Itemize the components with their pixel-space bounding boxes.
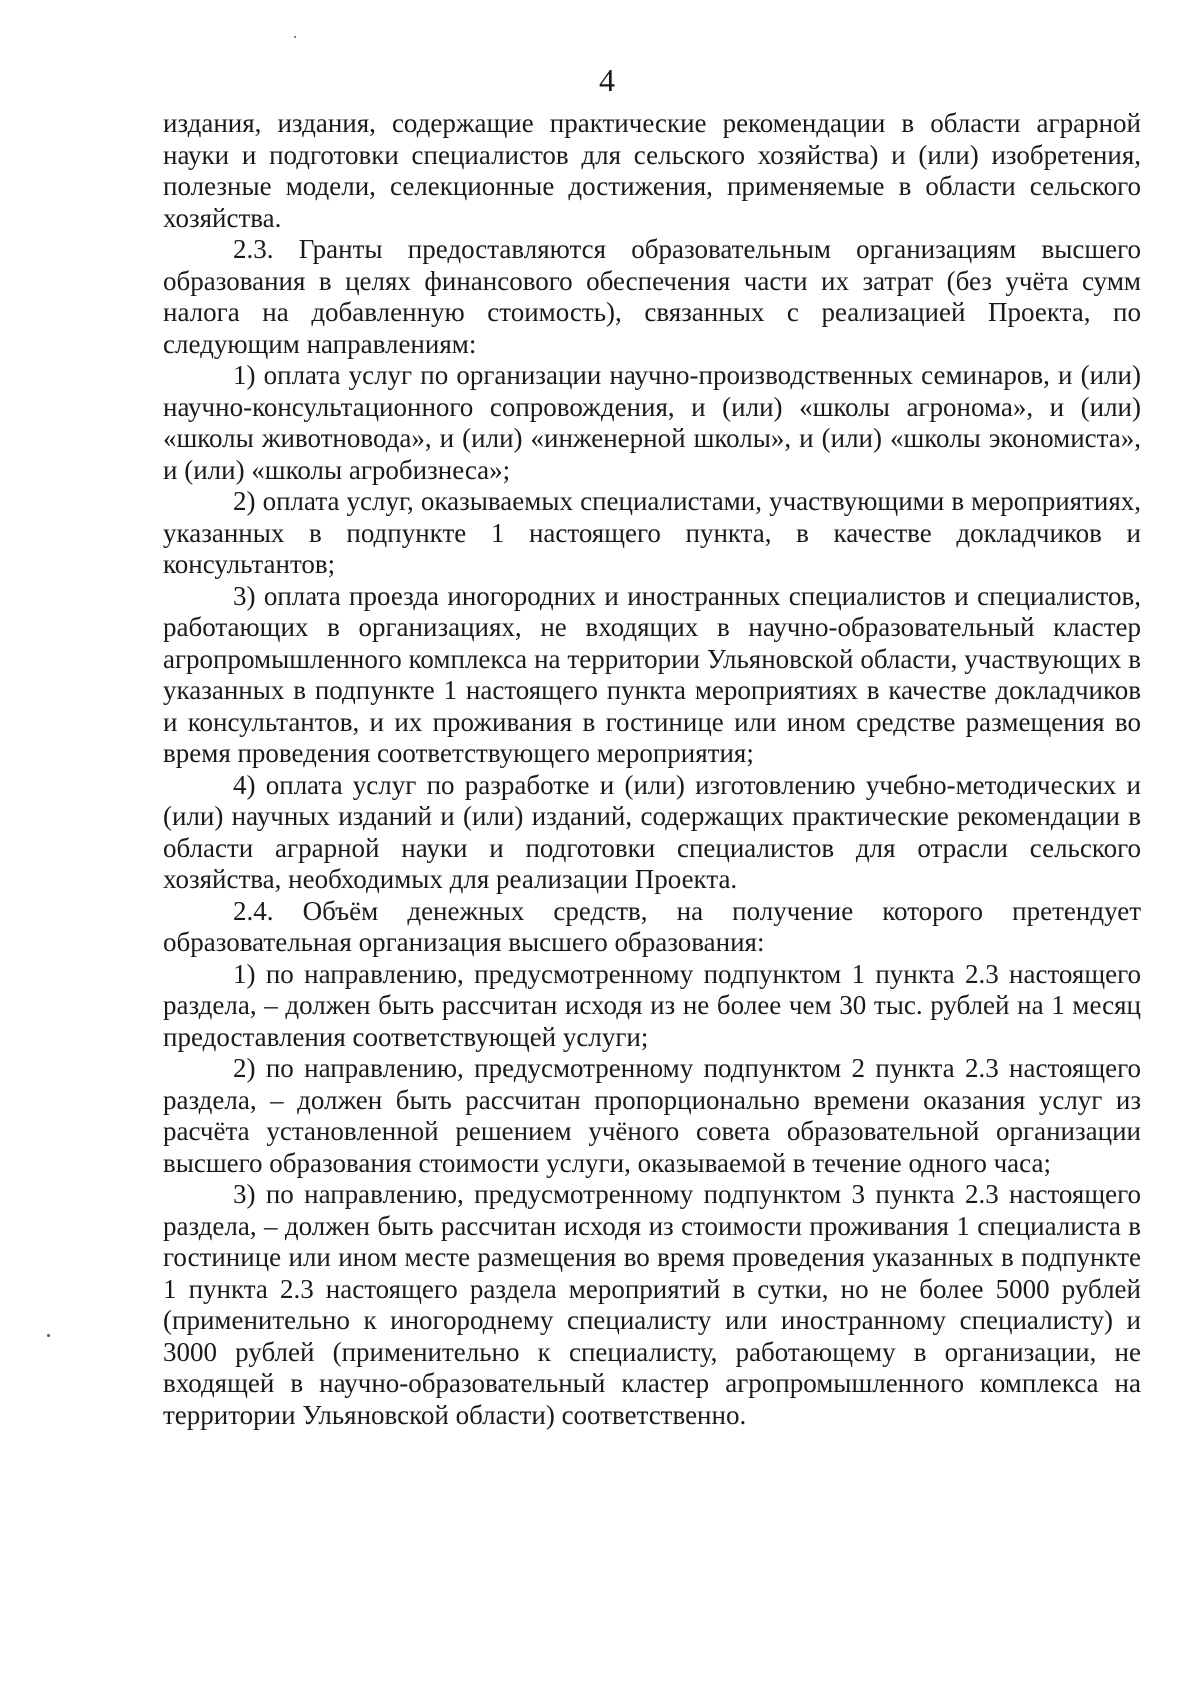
scan-speck xyxy=(47,1334,50,1337)
document-body xyxy=(163,108,1141,1431)
paragraph-2-3-item-3: 3) оплата проезда иногородних и иностранных специалистов и специалистов, работающих в организациях, не входящих в научно-образовательный кластер агропромышленного комплекса на территории Ульяновской области, участвующих в указанных в подпункте 1 настоящего пункта мероприятиях в качестве докладчиков и консультантов, и их проживания в гостинице или ином средстве размещения во время проведения соответствующего мероприятия; xyxy=(163,580,1141,768)
paragraph-2-3-item-4: 4) оплата услуг по разработке и (или) изготовлению учебно-методических и (или) научных изданий и (или) изданий, содержащих практические рекомендации в области аграрной науки и подготовки специалистов для отрасли сельского хозяйства, необходимых для реализации Проекта. xyxy=(163,769,1141,894)
paragraph-2-3-item-1: 1) оплата услуг по организации научно-производственных семинаров, и (или) научно-консультационного сопровождения, и (или) «школы агронома», и (или) «школы животновода», и (или) «инженерной школы», и (или) «школы экономиста», и (или) «школы агробизнеса»; xyxy=(163,360,1141,485)
paragraph-2-4-item-1: 1) по направлению, предусмотренному подпунктом 1 пункта 2.3 настоящего раздела, – должен быть рассчитан исходя из не более чем 30 тыс. рублей на 1 месяц предоставления соответствующей услуги; xyxy=(163,958,1141,1052)
paragraph-2-3-item-2: 2) оплата услуг, оказываемых специалистами, участвующими в мероприятиях, указанных в подпункте 1 настоящего пункта, в качестве докладчиков и консультантов; xyxy=(163,486,1141,579)
scan-speck xyxy=(294,36,296,38)
paragraph-2-4-item-2: 2) по направлению, предусмотренному подпунктом 2 пункта 2.3 настоящего раздела, – должен быть рассчитан пропорционально времени оказания услуг из расчёта установленной решением учёного совета образовательной организации высшего образования стоимости услуги, оказываемой в течение одного часа; xyxy=(163,1053,1141,1178)
paragraph-2-4-item-3: 3) по направлению, предусмотренному подпунктом 3 пункта 2.3 настоящего раздела, – должен быть рассчитан исходя из стоимости проживания 1 специалиста в гостинице или ином месте размещения во время проведения указанных в подпункте 1 пункта 2.3 настоящего раздела мероприятий в сутки, но не более 5000 рублей (применительно к иногороднему специалисту или иностранному специалисту) и 3000 рублей (применительно к специалисту, работающему в организации, не входящей в научно-образовательный кластер агропромышленного комплекса на территории Ульяновской области) соответственно. xyxy=(163,1179,1141,1430)
paragraph-2-3: 2.3. Гранты предоставляются образовательным организациям высшего образования в целях финансового обеспечения части их затрат (без учёта сумм налога на добавленную стоимость), связанных с реализацией Проекта, по следующим направлениям: xyxy=(163,234,1141,359)
page-number: 4 xyxy=(599,62,615,98)
paragraph-continuation: издания, издания, содержащие практические рекомендации в области аграрной науки и подготовки специалистов для сельского хозяйства) и (или) изобретения, полезные модели, селекционные достижения, применяемые в области сельского хозяйства. xyxy=(163,108,1141,233)
paragraph-2-4: 2.4. Объём денежных средств, на получение которого претендует образовательная организация высшего образования: xyxy=(163,895,1141,957)
